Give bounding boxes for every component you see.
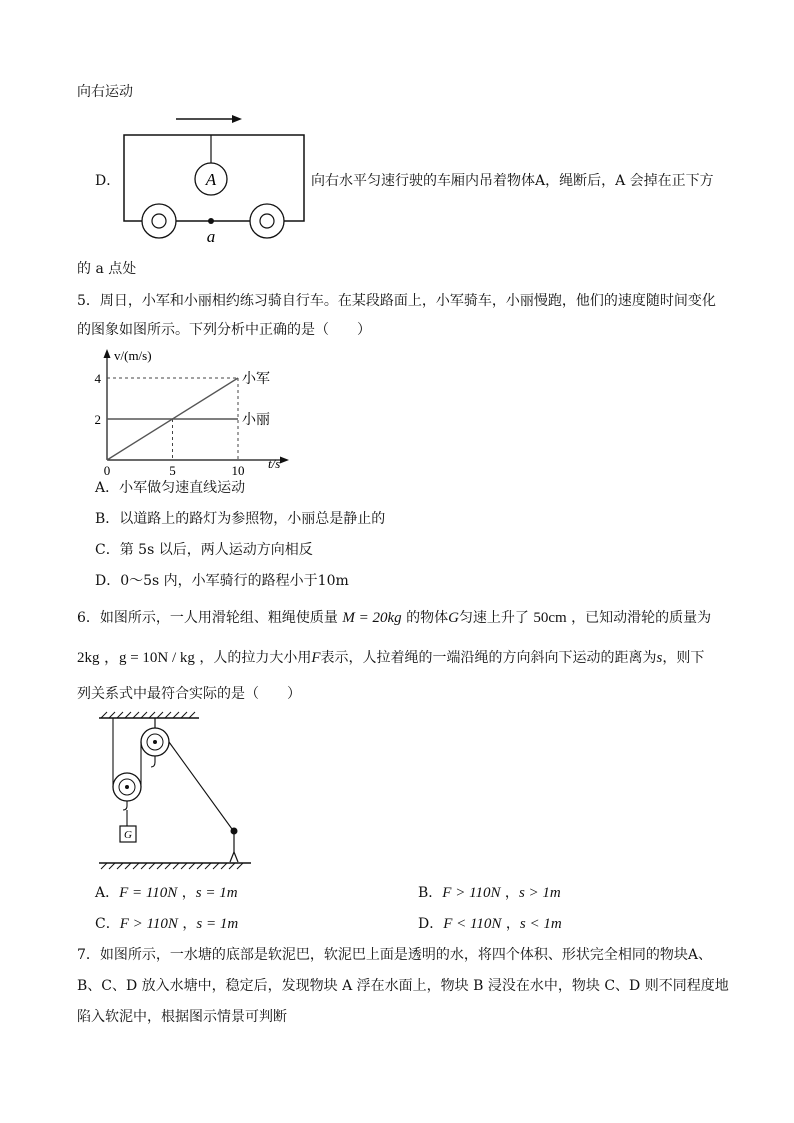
person-leg-left	[230, 852, 234, 862]
q6-stem-line1-a: 6．如图所示，一人用滑轮组、粗绳使质量	[77, 610, 338, 626]
q6-option-c-distance: s = 1m	[196, 916, 239, 932]
q6-option-d-distance: s < 1m	[519, 916, 562, 932]
q5-option-d: D．0～5s 内，小军骑行的路程小于10m	[95, 573, 349, 589]
pulley-system-figure	[95, 712, 255, 872]
fixed-pulley-hook	[151, 756, 155, 767]
q6-stem-line2-a: ，人的拉力大小用	[199, 650, 312, 666]
q5-stem-line2: 的图象如图所示。下列分析中正确的是（ ）	[77, 322, 371, 338]
car-figure	[118, 108, 318, 248]
q7-line1: 7．如图所示，一水塘的底部是软泥巴，软泥巴上面是透明的水，将四个体积、形状完全相同的物块A、	[77, 947, 713, 963]
x-tick-label-1: 5	[169, 463, 176, 478]
q7-line2: B、C、D 放入水塘中，稳定后，发现物块 A 浮在水面上，物块 B 浸没在水中，物块 C、D 则不同程度地	[77, 978, 729, 994]
point-a-dot	[208, 218, 214, 224]
ground-hatching	[101, 863, 243, 869]
q5-option-a: A．小军做匀速直线运动	[95, 480, 246, 496]
q6-stem-line1-c: 匀速上升了	[458, 610, 529, 626]
weight-label: G	[124, 829, 132, 841]
q6-stem-line1	[77, 609, 711, 627]
ceiling-hatching	[101, 712, 195, 718]
q6-option-a-label: A．	[95, 885, 120, 901]
movable-pulley-hook	[123, 801, 127, 810]
q6-option-d-force: F < 110N	[443, 916, 502, 932]
q6-option-d-label: D．	[418, 916, 444, 932]
q6-gravity: ，g = 10N / kg	[103, 650, 195, 666]
q6-force-f: F	[311, 650, 321, 666]
q5-option-c: C．第 5s 以后，两人运动方向相反	[95, 542, 313, 558]
q6-option-b-distance: s > 1m	[518, 885, 561, 901]
object-a-label: A	[205, 170, 217, 189]
q6-option-b: B．F > 110N ，s > 1m	[418, 885, 561, 901]
q6-stem-line2-c: ，则下	[662, 650, 705, 666]
y-axis-label: v/(m/s)	[114, 348, 152, 363]
velocity-time-chart	[90, 345, 300, 478]
left-wheel-hub	[152, 214, 166, 228]
q6-pulley-mass: 2kg	[77, 650, 100, 666]
q6-option-c: C．F > 110N ，s = 1m	[95, 916, 239, 932]
q6-stem-line3: 列关系式中最符合实际的是（ ）	[77, 686, 301, 702]
q4-continuation-line: 向右运动	[77, 84, 133, 100]
q4-option-d-continuation: 的 a 点处	[77, 261, 137, 277]
right-wheel-hub	[260, 214, 274, 228]
q6-option-c-force: F > 110N	[119, 916, 178, 932]
series-label-1: 小丽	[242, 413, 270, 428]
q6-option-a-distance: s = 1m	[195, 885, 238, 901]
series-label-0: 小军	[242, 372, 270, 387]
q6-option-a: A．F = 110N ，s = 1m	[95, 885, 238, 901]
y-tick-label-1: 4	[94, 371, 101, 386]
point-a-label: a	[206, 227, 216, 246]
x-axis-label: t/s	[268, 456, 281, 471]
q6-option-c-label: C．	[95, 916, 120, 932]
person-leg-right	[234, 852, 238, 862]
q4-option-d-text: 向右水平匀速行驶的车厢内吊着物体A，绳断后，A 会掉在正下方	[311, 173, 714, 189]
y-tick-label-0: 2	[94, 412, 101, 427]
q4-option-d-label: D．	[95, 173, 121, 189]
q6-stem-line1-d: ，已知动滑轮的质量为	[571, 610, 712, 626]
q5-stem-line1: 5．周日，小军和小丽相约练习骑自行车。在某段路面上，小军骑车，小丽慢跑，他们的速度随时间变化	[77, 293, 716, 309]
q6-option-b-label: B．	[418, 885, 443, 901]
q6-distance-s: s	[656, 650, 663, 666]
q6-mass-expression: M = 20kg	[342, 610, 402, 626]
fixed-pulley-axle	[153, 740, 157, 744]
q6-stem-line1-b: 的物体	[406, 610, 449, 626]
q7-line3: 陷入软泥中，根据图示情景可判断	[77, 1009, 287, 1025]
q6-stem-line2	[77, 649, 704, 667]
q5-option-b: B．以道路上的路灯为参照物，小丽总是静止的	[95, 511, 386, 527]
q6-distance: 50cm	[533, 610, 567, 626]
person-head	[231, 828, 238, 835]
x-axis-arrow-icon	[280, 457, 289, 464]
q6-option-b-force: F > 110N	[442, 885, 501, 901]
x-tick-label-0: 0	[103, 463, 111, 478]
q6-option-a-force: F = 110N	[119, 885, 178, 901]
y-axis-arrow-icon	[104, 349, 111, 358]
q6-object-g: G	[448, 610, 459, 626]
pull-rope	[169, 742, 232, 829]
arrow-right-icon	[232, 115, 242, 123]
q6-option-d: D．F < 110N ，s < 1m	[418, 916, 562, 932]
x-tick-label-2: 10	[231, 463, 245, 478]
movable-pulley-axle	[125, 785, 129, 789]
q6-stem-line2-b: 表示，人拉着绳的一端沿绳的方向斜向下运动的距离为	[320, 650, 657, 666]
